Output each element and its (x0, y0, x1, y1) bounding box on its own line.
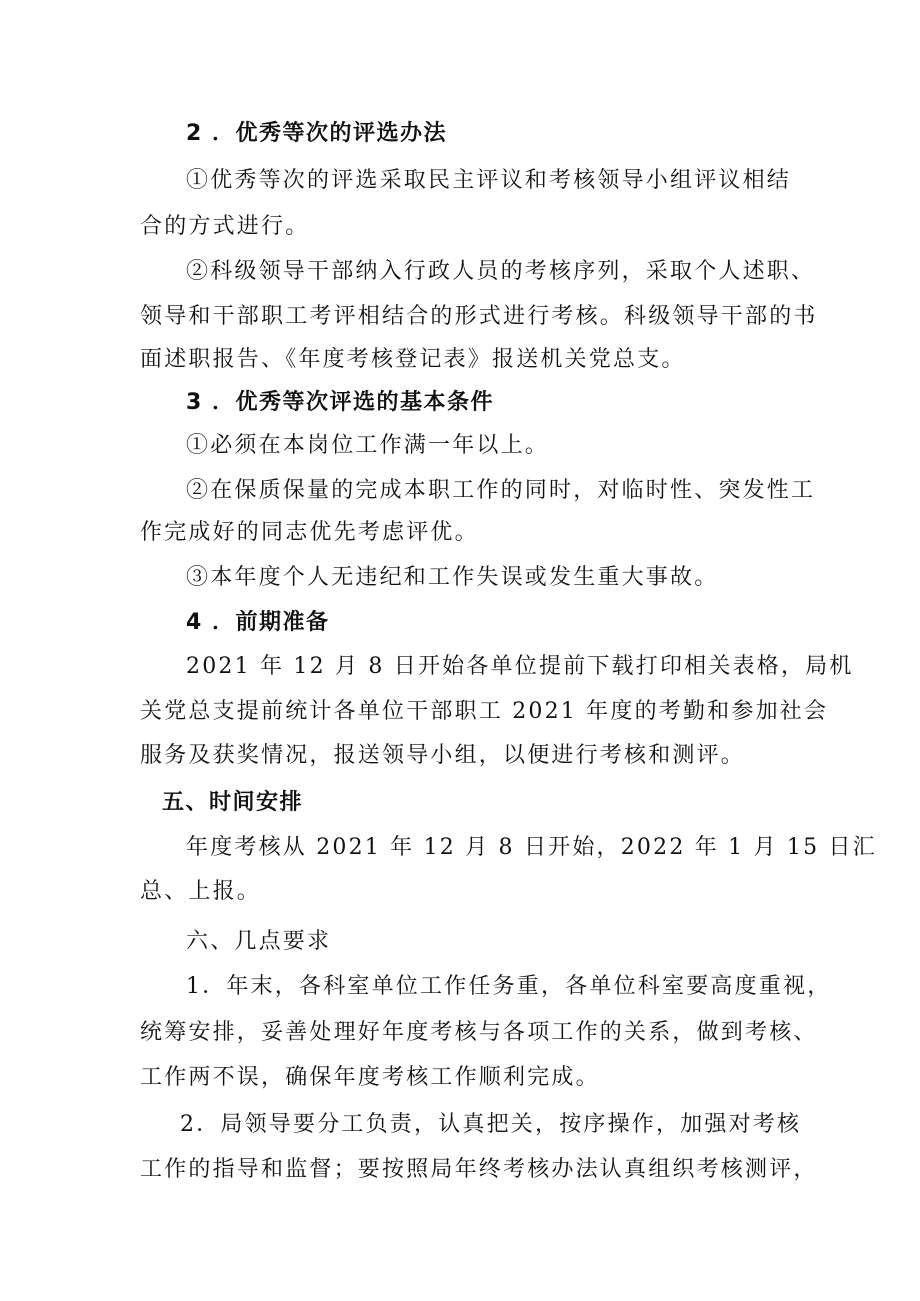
paragraph-line: ②科级领导干部纳入行政人员的考核序列，采取个人述职、 (186, 259, 816, 284)
paragraph-line: 工作的指导和监督；要按照局年终考核办法认真组织考核测评， (140, 1157, 818, 1182)
section-heading-3: 3 ．优秀等次评选的基本条件 (186, 390, 494, 415)
paragraph-line: ②在保质保量的完成本职工作的同时，对临时性、突发性工 (186, 478, 816, 503)
paragraph-line: 年度考核从 2021 年 12 月 8 日开始，2022 年 1 月 15 日汇 (186, 835, 877, 860)
section-heading-6: 六、几点要求 (186, 929, 332, 954)
paragraph-line: 关党总支提前统计各单位干部职工 2021 年度的考勤和参加社会 (140, 699, 829, 724)
paragraph-line: 服务及获奖情况，报送领导小组，以便进行考核和测评。 (140, 743, 746, 768)
paragraph-line: 工作两不误，确保年度考核工作顺利完成。 (140, 1065, 600, 1090)
paragraph-line: 领导和干部职工考评相结合的形式进行考核。科级领导干部的书 (140, 304, 818, 329)
paragraph-line: ①优秀等次的评选采取民主评议和考核领导小组评议相结 (186, 168, 792, 193)
paragraph-line: 合的方式进行。 (140, 214, 310, 239)
section-heading-5: 五、时间安排 (162, 790, 304, 815)
paragraph-line: 面述职报告、《年度考核登记表》报送机关党总支。 (140, 347, 686, 372)
paragraph-line: 作完成好的同志优先考虑评优。 (140, 520, 479, 545)
paragraph-line: 2021 年 12 月 8 日开始各单位提前下载打印相关表格，局机 (186, 654, 854, 679)
section-heading-4: 4 ．前期准备 (186, 610, 330, 635)
section-heading-2: 2 ．优秀等次的评选办法 (186, 121, 447, 146)
paragraph-line: 2．局领导要分工负责，认真把关，按序操作，加强对考核 (180, 1112, 802, 1137)
paragraph-line: 1．年末，各科室单位工作任务重，各单位科室要高度重视， (186, 974, 832, 999)
paragraph-line: ①必须在本岗位工作满一年以上。 (186, 433, 550, 458)
paragraph-line: 统筹安排，妥善处理好年度考核与各项工作的关系，做到考核、 (140, 1020, 818, 1045)
paragraph-line: ③本年度个人无违纪和工作失误或发生重大事故。 (186, 565, 719, 590)
paragraph-line: 总、上报。 (140, 879, 262, 904)
